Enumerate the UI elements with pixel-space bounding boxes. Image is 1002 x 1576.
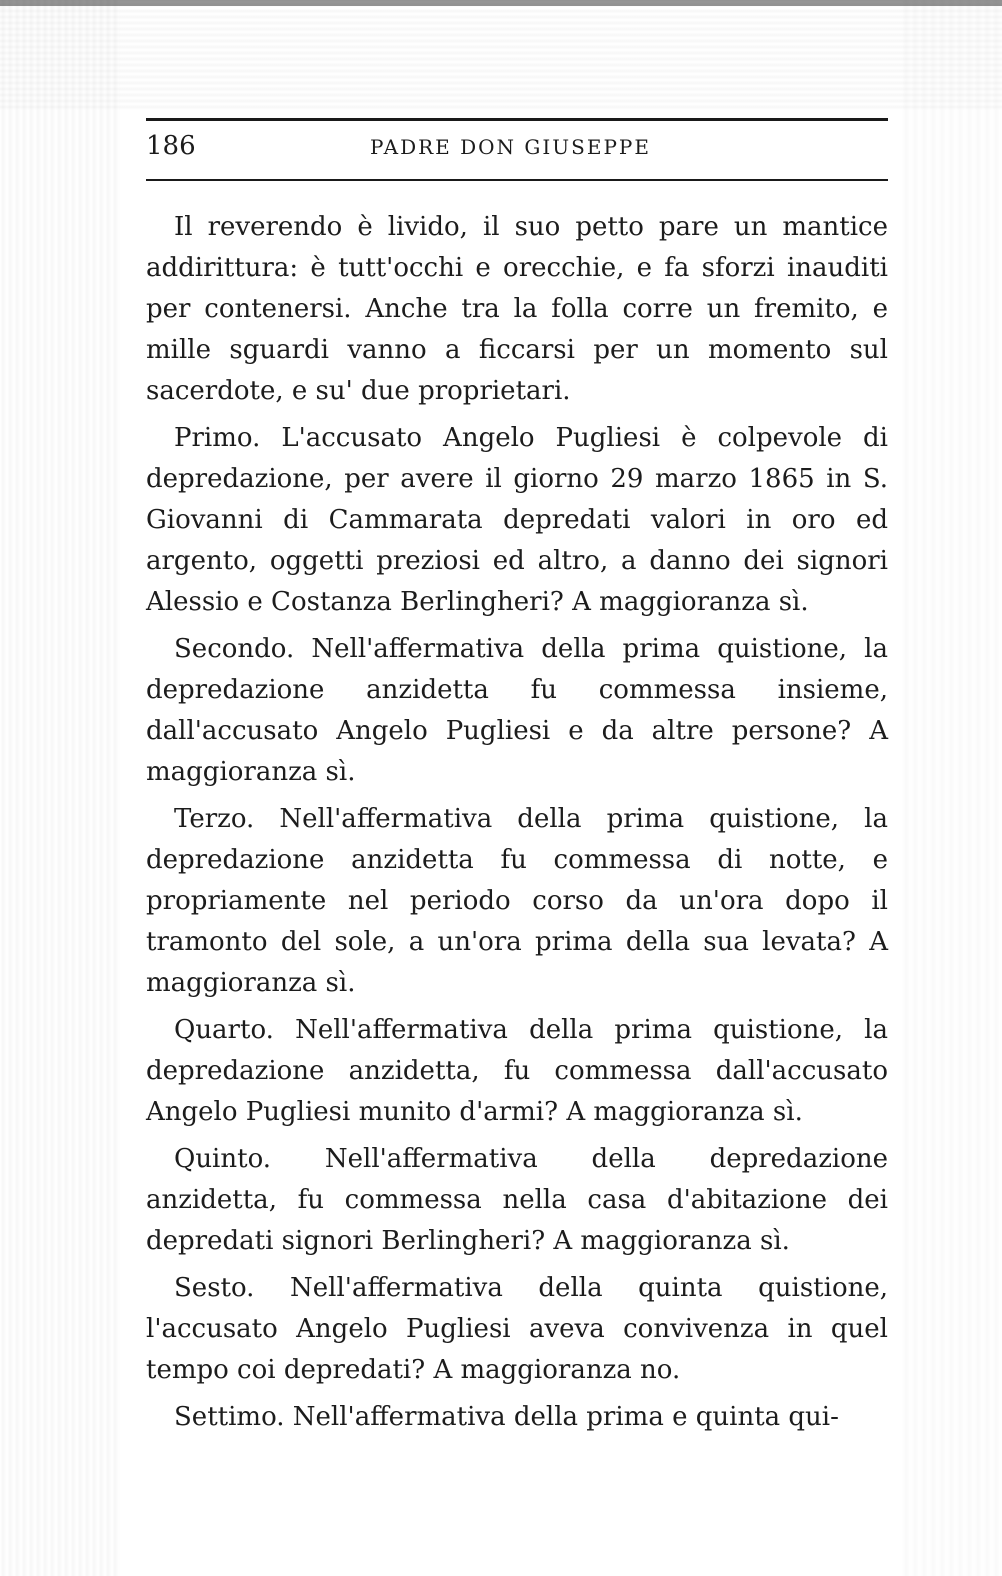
page-number: 186 <box>146 131 196 161</box>
page-header <box>146 131 888 165</box>
paragraph-sesto: Sesto. Nell'affermativa della quinta quistione, l'accusato Angelo Pugliesi aveva convivenza in quel tempo coi depredati? A maggioranza no. <box>146 1273 888 1385</box>
paragraph-primo: Primo. L'accusato Angelo Pugliesi è colpevole di depredazione, per avere il giorno 29 marzo 1865 in S. Giovanni di Cammarata depredati valori in oro ed argento, oggetti preziosi ed altro, a danno dei signori Alessio e Costanza Berlingheri? A maggioranza sì. <box>146 423 888 617</box>
scan-edge-left <box>0 0 120 1576</box>
scan-edge-right <box>902 0 1002 1576</box>
paragraph-intro: Il reverendo è livido, il suo petto pare un mantice addirittura: è tutt'occhi e orecchie, e fa sforzi inauditi per contenersi. Anche tra la folla corre un fremito, e mille sguardi vanno a ficcarsi per un momento sul sacerdote, e su' due proprietari. <box>146 212 888 406</box>
book-page <box>146 118 888 1444</box>
header-rule-bottom <box>146 179 888 181</box>
scan-top-border <box>0 0 1002 6</box>
paragraph-quarto: Quarto. Nell'affermativa della prima quistione, la depredazione anzidetta, fu commessa dall'accusato Angelo Pugliesi munito d'armi? A maggioranza sì. <box>146 1015 888 1127</box>
header-rule-top <box>146 118 888 121</box>
paragraph-settimo: Settimo. Nell'affermativa della prima e quinta qui- <box>174 1402 839 1432</box>
running-title: PADRE DON GIUSEPPE <box>370 135 651 159</box>
page-body <box>146 207 888 1438</box>
paragraph-quinto: Quinto. Nell'affermativa della depredazione anzidetta, fu commessa nella casa d'abitazione dei depredati signori Berlingheri? A maggioranza sì. <box>146 1144 888 1256</box>
paragraph-terzo: Terzo. Nell'affermativa della prima quistione, la depredazione anzidetta fu commessa di notte, e propriamente nel periodo corso da un'ora dopo il tramonto del sole, a un'ora prima della sua levata? A maggioranza sì. <box>146 804 888 998</box>
scan-edge-top <box>0 0 1002 110</box>
paragraph-secondo: Secondo. Nell'affermativa della prima quistione, la depredazione anzidetta fu commessa insieme, dall'accusato Angelo Pugliesi e da altre persone? A maggioranza sì. <box>146 634 888 787</box>
